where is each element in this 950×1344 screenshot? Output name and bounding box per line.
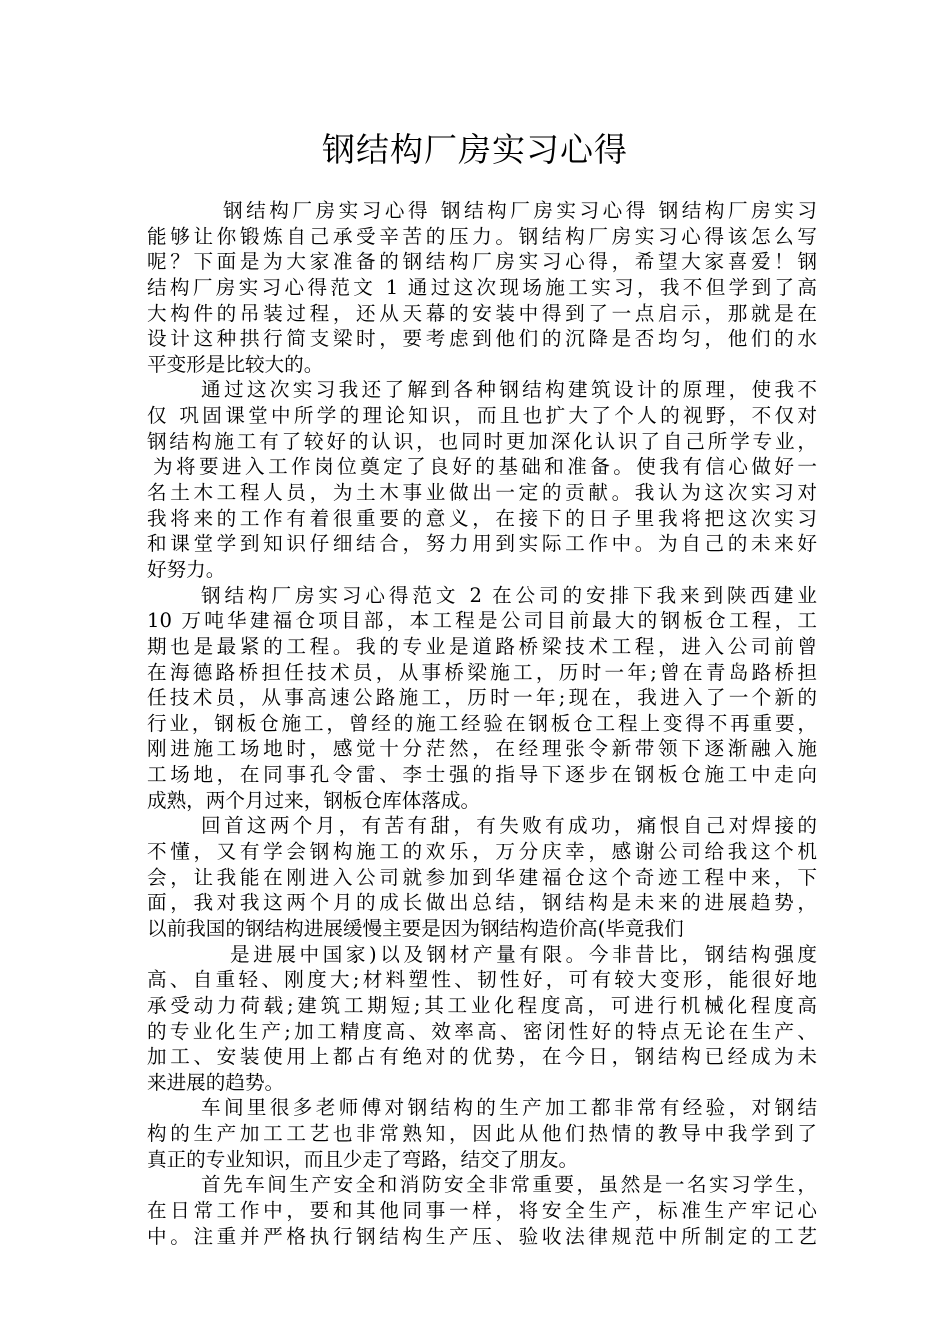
text-line: 我将来的工作有着很重要的意义，在接下的日子里我将把这次实习 bbox=[147, 506, 817, 530]
text-line: 平变形是比较大的。 bbox=[147, 352, 324, 376]
text-line: 以前我国的钢结构进展缓慢主要是因为钢结构造价高(毕竟我们 bbox=[147, 916, 684, 940]
text-line: 10 万吨华建福仓项目部，本工程是公司目前最大的钢板仓工程，工 bbox=[147, 609, 817, 633]
text-line: 结构厂房实习心得范文 1 通过这次现场施工实习，我不但学到了高 bbox=[147, 275, 817, 299]
text-line: 名土木工程人员，为土木事业做出一定的贡献。我认为这次实习对 bbox=[147, 481, 817, 505]
text-line: 是进展中国家)以及钢材产量有限。今非昔比，钢结构强度 bbox=[230, 942, 817, 966]
text-line: 期也是最紧的工程。我的专业是道路桥梁技术工程，进入公司前曾 bbox=[147, 634, 817, 658]
text-line: 好努力。 bbox=[147, 557, 226, 581]
text-line: 高、自重轻、刚度大;材料塑性、韧性好，可有较大变形，能很好地 bbox=[147, 968, 817, 992]
text-line: 在海德路桥担任技术员，从事桥梁施工，历时一年;曾在青岛路桥担 bbox=[147, 660, 817, 684]
text-line: 承受动力荷载;建筑工期短;其工业化程度高，可进行机械化程度高 bbox=[147, 993, 817, 1017]
text-line: 来进展的趋势。 bbox=[147, 1070, 285, 1094]
text-line: 真正的专业知识，而且少走了弯路，结交了朋友。 bbox=[147, 1147, 579, 1171]
text-line: 会，让我能在刚进入公司就参加到华建福仓这个奇迹工程中来，下 bbox=[147, 865, 817, 889]
document-title: 钢结构厂房实习心得 bbox=[322, 130, 628, 169]
text-line: 加工、安装使用上都占有绝对的优势，在今日，钢结构已经成为未 bbox=[147, 1045, 817, 1069]
text-line: 任技术员，从事高速公路施工，历时一年;现在，我进入了一个新的 bbox=[147, 686, 817, 710]
text-line: 通过这次实习我还了解到各种钢结构建筑设计的原理，使我不 bbox=[201, 378, 817, 402]
document-body bbox=[147, 198, 817, 1249]
text-line: 构的生产加工工艺也非常熟知，因此从他们热情的教导中我学到了 bbox=[147, 1122, 817, 1146]
text-line: 为将要进入工作岗位奠定了良好的基础和准备。使我有信心做好一 bbox=[153, 455, 817, 479]
text-line: 大构件的吊装过程，还从天幕的安装中得到了一点启示，那就是在 bbox=[147, 301, 817, 325]
text-line: 的专业化生产;加工精度高、效率高、密闭性好的特点无论在生产、 bbox=[147, 1019, 817, 1043]
text-line: 钢结构厂房实习心得范文 2 在公司的安排下我来到陕西建业 bbox=[201, 583, 817, 607]
text-line: 行业，钢板仓施工，曾经的施工经验在钢板仓工程上变得不再重要， bbox=[147, 711, 817, 735]
text-line: 中。注重并严格执行钢结构生产压、验收法律规范中所制定的工艺 bbox=[147, 1224, 817, 1248]
text-line: 钢结构厂房实习心得 钢结构厂房实习心得 钢结构厂房实习 bbox=[223, 199, 817, 222]
text-line: 工场地，在同事孔令雷、李士强的指导下逐步在钢板仓施工中走向 bbox=[147, 763, 817, 787]
text-line: 刚进施工场地时，感觉十分茫然，在经理张令新带领下逐渐融入施 bbox=[147, 737, 817, 761]
text-line: 钢结构施工有了较好的认识，也同时更加深化认识了自己所学专业， bbox=[147, 429, 817, 453]
text-line: 面，我对我这两个月的成长做出总结，钢结构是未来的进展趋势， bbox=[147, 891, 817, 915]
text-line: 仅 巩固课堂中所学的理论知识，而且也扩大了个人的视野，不仅对 bbox=[147, 404, 817, 428]
text-line: 和课堂学到知识仔细结合，努力用到实际工作中。为自己的未来好 bbox=[147, 532, 817, 556]
text-line: 不懂，又有学会钢构施工的欢乐，万分庆幸，感谢公司给我这个机 bbox=[147, 840, 817, 864]
text-line: 在日常工作中，要和其他同事一样，将安全生产，标准生产牢记心 bbox=[147, 1198, 817, 1222]
text-line: 首先车间生产安全和消防安全非常重要，虽然是一名实习学生， bbox=[201, 1173, 817, 1197]
text-line: 回首这两个月，有苦有甜，有失败有成功，痛恨自己对焊接的 bbox=[201, 814, 817, 838]
text-line: 车间里很多老师傅对钢结构的生产加工都非常有经验，对钢结 bbox=[201, 1096, 817, 1120]
text-line: 能够让你锻炼自己承受辛苦的压力。钢结构厂房实习心得该怎么写 bbox=[147, 224, 817, 248]
text-line: 呢？下面是为大家准备的钢结构厂房实习心得，希望大家喜爱！钢 bbox=[147, 250, 817, 274]
text-line: 成熟，两个月过来，钢板仓库体落成。 bbox=[147, 788, 481, 812]
text-line: 设计这种拱行简支梁时，要考虑到他们的沉降是否均匀，他们的水 bbox=[147, 327, 817, 351]
